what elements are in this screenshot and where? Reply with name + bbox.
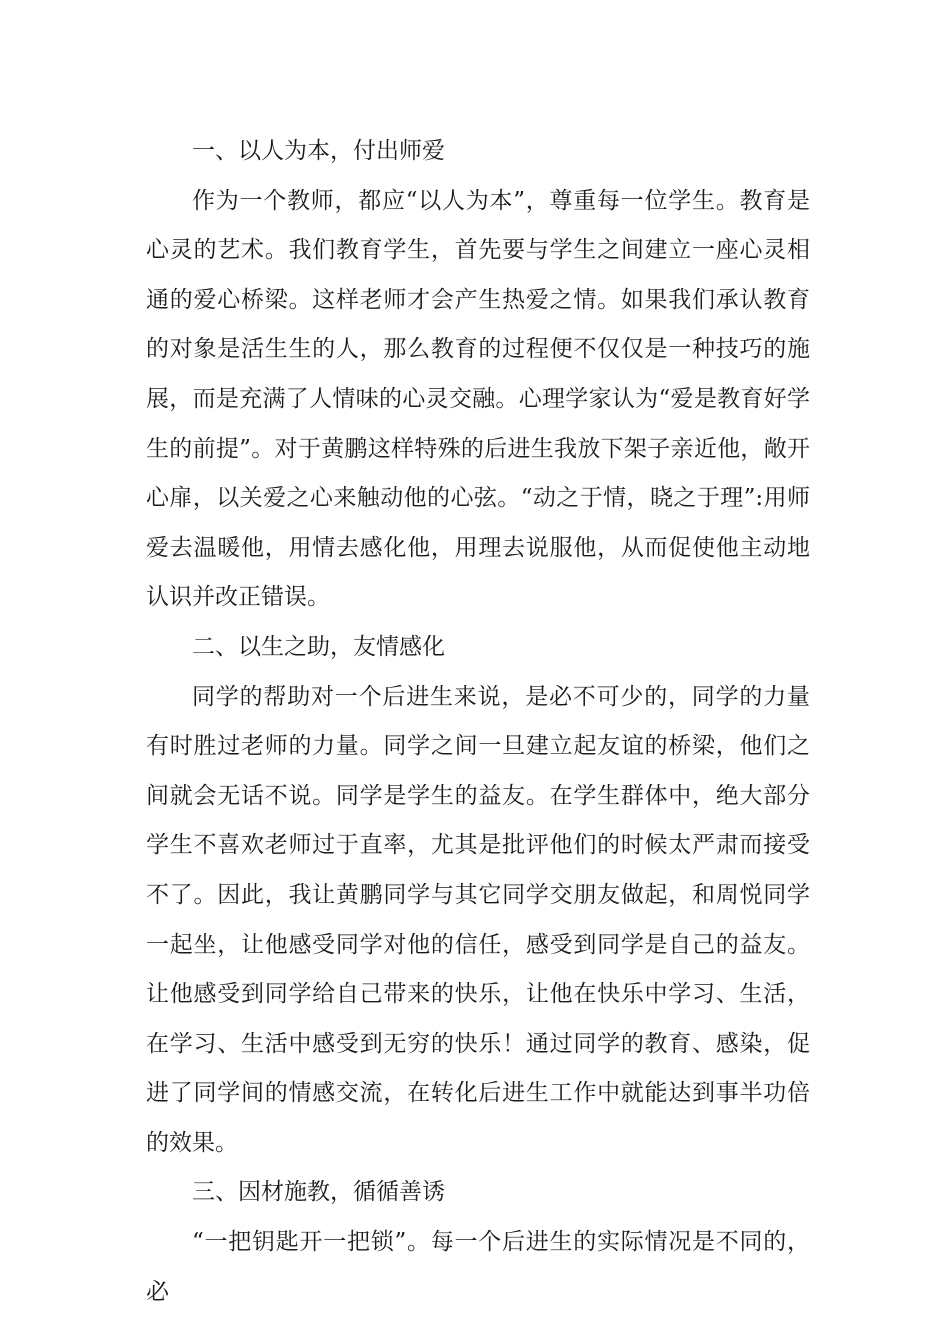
- paragraph-1: 作为一个教师，都应“以人为本”，尊重每一位学生。教育是心灵的艺术。我们教育学生，首先要与学生之间建立一座心灵相通的爱心桥梁。这样老师才会产生热爱之情。如果我们承认教育的对象是活生生的人，那么教育的过程便不仅仅是一种技巧的施展，而是充满了人情味的心灵交融。心理学家认为“爱是教育好学生的前提”。对于黄鹏这样特殊的后进生我放下架子亲近他，敞开心扉，以关爱之心来触动他的心弦。“动之于情，晓之于理”:用师爱去温暖他，用情去感化他，用理去说服他，从而促使他主动地认识并改正错误。: [146, 187, 810, 611]
- paragraph-3: “一把钥匙开一把锁”。每一个后进生的实际情况是不同的，必: [146, 1229, 810, 1305]
- section-heading-1: 一、以人为本，付出师爱: [192, 138, 445, 164]
- paragraph-2: 同学的帮助对一个后进生来说，是必不可少的，同学的力量有时胜过老师的力量。同学之间一旦建立起友谊的桥梁，他们之间就会无话不说。同学是学生的益友。在学生群体中，绝大部分学生不喜欢老师过于直率，尤其是批评他们的时候太严肃而接受不了。因此，我让黄鹏同学与其它同学交朋友做起，和周悦同学一起坐，让他感受同学对他的信任，感受到同学是自己的益友。让他感受到同学给自己带来的快乐，让他在快乐中学习、生活，在学习、生活中感受到无穷的快乐！通过同学的教育、感染，促进了同学间的情感交流，在转化后进生工作中就能达到事半功倍的效果。: [146, 683, 810, 1156]
- section-heading-2: 二、以生之助，友情感化: [192, 633, 445, 660]
- document-body: [146, 127, 810, 1317]
- section-heading-3: 三、因材施教，循循善诱: [192, 1179, 445, 1206]
